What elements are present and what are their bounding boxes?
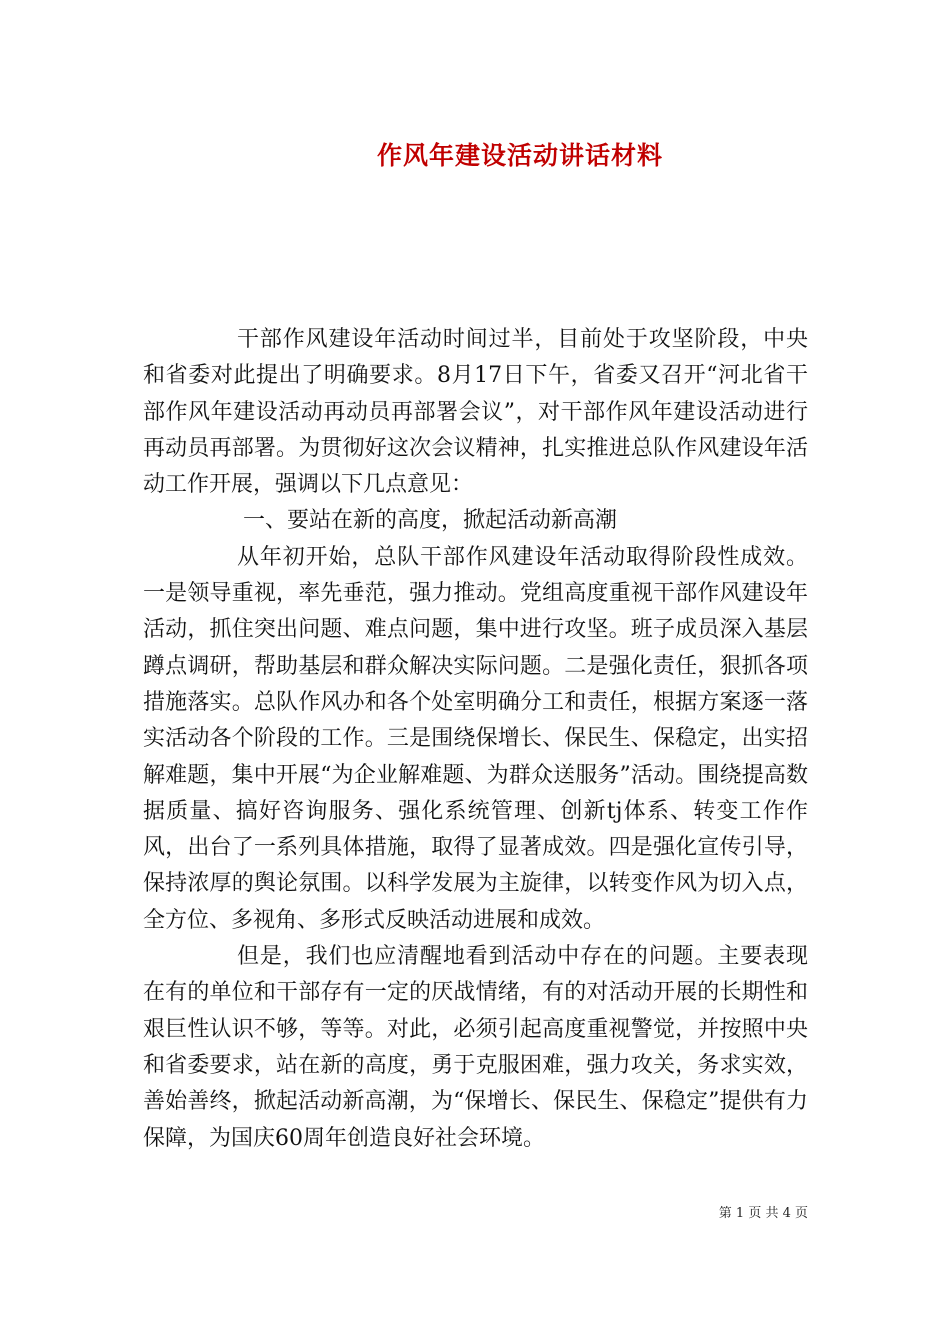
paragraph-problems: 但是，我们也应清醒地看到活动中存在的问题。主要表现在有的单位和干部存有一定的厌战情绪，有的对活动开展的长期性和艰巨性认识不够，等等。对此，必须引起高度重视警觉，并按照中央和省委要求，站在新的高度，勇于克服困难，强力攻关，务求实效，善始善终，掀起活动新高潮，为“保增长、保民生、保稳定”提供有力保障，为国庆60周年创造良好社会环境。 — [143, 944, 808, 1151]
paragraph-intro: 干部作风建设年活动时间过半，目前处于攻坚阶段，中央和省委对此提出了明确要求。8月17日下午，省委又召开“河北省干部作风年建设活动再动员再部署会议”，对干部作风年建设活动进行再动员再部署。为贯彻好这次会议精神，扎实推进总队作风建设年活动工作开展，强调以下几点意见： — [143, 327, 808, 498]
paragraph-achievements: 从年初开始，总队干部作风建设年活动取得阶段性成效。一是领导重视，率先垂范，强力推动。党组高度重视干部作风建设年活动，抓住突出问题、难点问题，集中进行攻坚。班子成员深入基层蹲点调研，帮助基层和群众解决实际问题。二是强化责任，狠抓各项措施落实。总队作风办和各个处室明确分工和责任，根据方案逐一落实活动各个阶段的工作。三是围绕保增长、保民生、保稳定，出实招解难题，集中开展“为企业解难题、为群众送服务”活动。围绕提高数据质量、搞好咨询服务、强化系统管理、创新tj体系、转变工作作风，出台了一系列具体措施，取得了显著成效。四是强化宣传引导，保持浓厚的舆论氛围。以科学发展为主旋律，以转变作风为切入点，全方位、多视角、多形式反映活动进展和成效。 — [143, 544, 808, 933]
section-heading-1: 一、要站在新的高度，掀起活动新高潮 — [243, 508, 618, 534]
page-number-footer: 第 1 页 共 4 页 — [718, 1206, 808, 1221]
document-title: 作风年建设活动讲话材料 — [376, 141, 663, 170]
document-body — [143, 322, 808, 1157]
